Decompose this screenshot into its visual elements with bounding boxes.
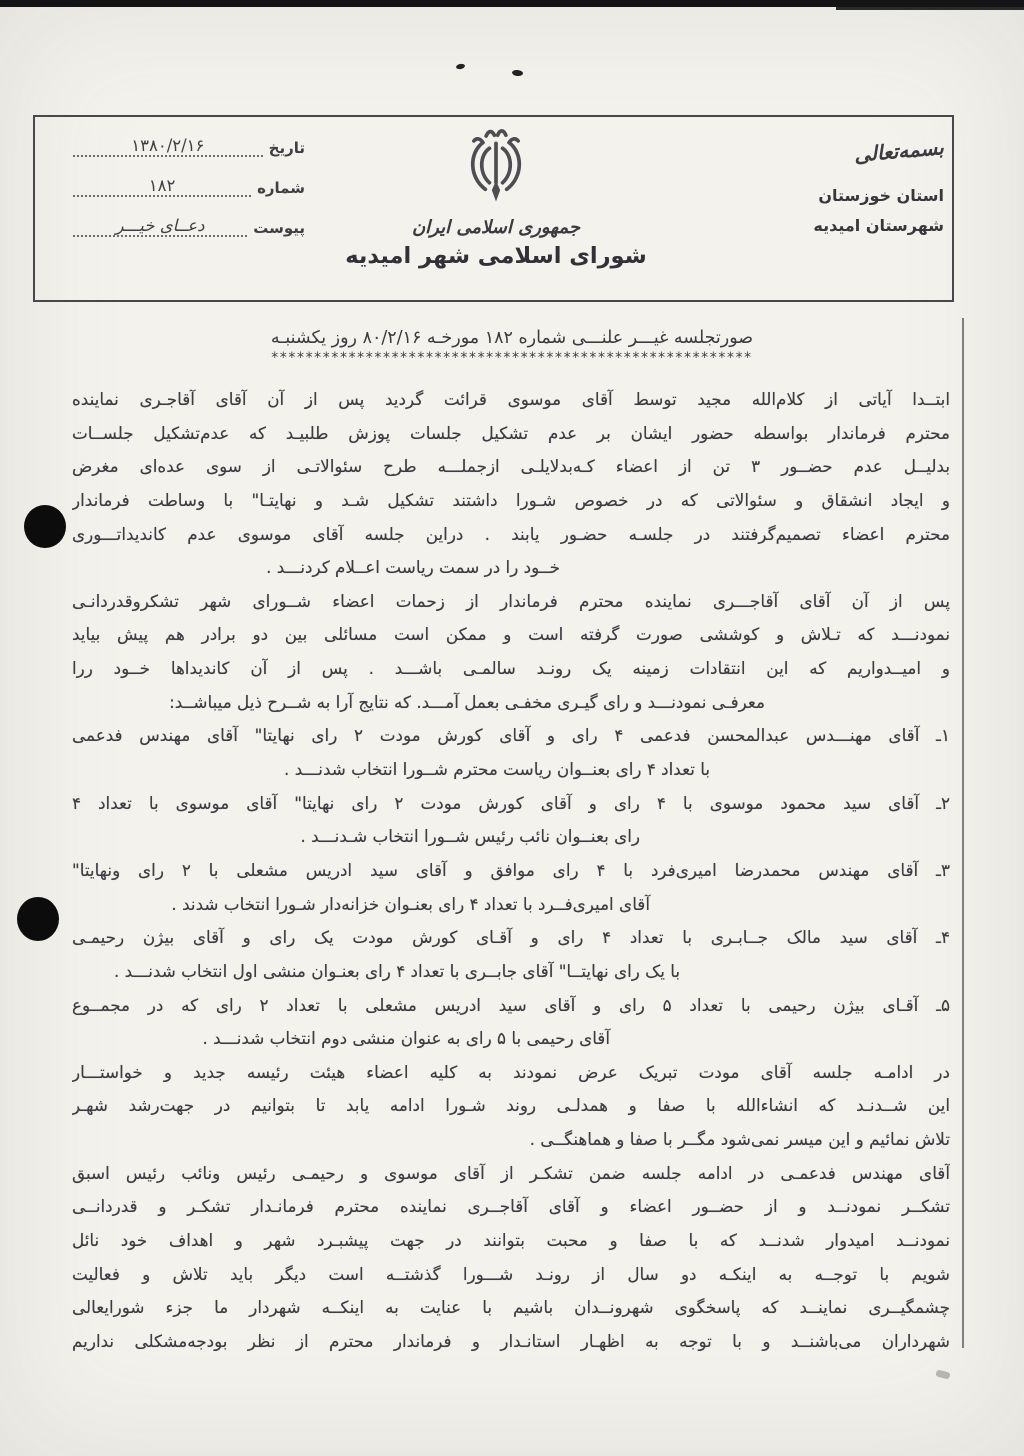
attachment-value: دعــای خیـــر [73,217,247,237]
body-line: آقای مهندس فدعمـی در ادامه جلسه ضمن تشکـر از آقای موسوی و رحیمـی رئیس ونائب رئیس اسبق [72,1162,950,1183]
province-line: استان خوزستان [818,186,944,205]
vote-item-line: با تعداد ۴ رای بعنــوان ریاست محترم شــورا انتخاب شدنـــد . [284,759,710,780]
hole-punch-mark [24,505,66,548]
body-line: شویم با توجــه به اینکـه دو سال از رونـد شـــورا گذشتــه است دیگر باید تلاش و فعالیت [72,1263,950,1284]
document-body [72,383,950,1359]
republic-title: جمهوری اسلامی ایران [411,217,581,238]
vote-item-line: ۱ـ آقای مهنـــدس عبدالمحسن فدعمی ۴ رای و آقای کورش مودت ۲ رای نهایتا" آقای مهندس فدعمی [72,725,950,746]
asterisk-divider: ******************************************************** [271,350,753,366]
number-row [73,177,305,197]
body-line: پس از آن آقای آقاجـــری نماینده محترم فرماندار از زحمات اعضاء شــورای شهر تشکروقدردانـی [72,590,950,611]
vote-item-line: ۵ـ آقـای بیژن رحیمی با تعداد ۵ رای و آقای سید ادریس مشعلی با تعداد ۲ رای که در مجمــوع [72,994,950,1015]
scan-speck [512,69,524,76]
vote-item-line: ۴ـ آقای سید مالک جــابـری با تعداد ۴ رای و آقـای کورش مودت یک رای و آقای بیژن رحیمـی [72,927,950,948]
scan-top-edge [0,0,1024,7]
body-line: چشمگیــری نماینــد که پاسخگوی شهرونــدان باشیم با عنایت به اینکــه شهردار ما جزء شورایعالی [72,1297,950,1318]
body-line: این شــدنـد که انشاءالله با صفا و همدلـی روند شـورا ادامه یابد تا بتوانیم در جهت‌رشد شهـر [72,1095,950,1116]
vote-item-line: ۳ـ آقای مهندس محمدرضا امیری‌فرد با ۴ رای موافق و آقای سید ادریس مشعلی با ۲ رای ونهایتا" [72,859,950,880]
scan-smudge [935,1369,950,1379]
scan-margin-line [962,318,964,1348]
body-line: و امیــدواریم که این انتقادات زمینه یک رونـد سالمـی باشـــد . پس از آن کاندیداها خــود ررا [72,658,950,679]
number-value: ۱۸۲ [73,177,251,197]
vote-item-line: با یک رای نهایتــا" آقای جابــری با تعداد ۴ رای بعنـوان منشی اول انتخاب شدنـــد . [114,960,680,981]
bismillah-script: بسمه‌تعالی [853,135,945,167]
body-line: محترم فرماندار بواسطه حضور ایشان بر عدم تشکیل جلسات پوزش طلبیـد که عدم‌تشکیل جلســات [72,422,950,443]
document-title: صورتجلسه غیـــر علنـــی شماره ۱۸۲ مورخـه ۸۰/۲/۱۶ روز یکشنبـه [270,328,754,348]
county-line: شهرستان امیدیه [813,216,944,235]
date-row [73,137,305,157]
body-line: نمودنـــد که تـلاش و کوششی صورت گرفته است و ممکن است مسائلی بین دو برادر هم پیش بیاید [72,624,950,645]
body-line: خــود را در سمت ریاست اعــلام کردنـــد . [266,557,560,578]
body-line: شهرداران می‌باشنــد و با توجه به اظهـار استانـدار و فرماندار محترم از نظر بودجه‌مشکلی نداریم [72,1330,950,1351]
council-title: شورای اسلامی شهر امیدیه [345,243,647,269]
document-title-block [162,328,862,366]
number-label: شماره [257,179,305,197]
vote-item-line: آقای امیری‌فــرد با تعداد ۴ رای بعنـوان خزانه‌دار شـورا انتخاب شدند . [171,893,650,914]
date-label: تاریخ [268,139,305,157]
body-line: معرفـی نمودنـــد و رای گیـری مخفـی بعمل آمـــد. که نتایج آرا به شــرح ذیل میباشــد: [169,691,765,712]
date-value: ۱۳۸۰/۲/۱۶ [73,137,263,157]
body-line: و ایجاد انشقاق و سئوالاتی که در خصوص شـورا داشتند تشکیل شـد و نهایتـا" با وساطت فرماندار [72,489,950,510]
body-line: بدلیــل عدم حضــور ۳ تن از اعضاء کـه‌بدلایلـی ازجملـــه طرح سئوالاتـی از سوی عده‌ای مغرض [72,456,950,477]
scan-speck [456,63,466,70]
hole-punch-mark [17,897,59,941]
scan-top-edge-shadow [836,7,1024,10]
vote-item-line: رای بعنــوان نائب رئیس شــورا انتخاب شـدنـــد . [300,826,640,847]
vote-item-line: ۲ـ آقای سید محمود موسوی با ۴ رای و آقای کورش مودت ۲ رای نهایتا" آقای موسوی با تعداد ۴ [72,792,950,813]
iran-emblem-icon [455,123,537,213]
body-line: در ادامـه جلسه آقای مودت تبریک عرض نمودند به کلیه اعضاء هیئت رئیسه جدید و خواستـــار [72,1061,950,1082]
attachment-row [73,217,305,237]
letterhead-center [340,123,652,269]
body-line: ابتــدا آیاتی از کلام‌الله مجید توسط آقای موسوی قرائت گردید پس از آن آقای آقاجـری نماینده [72,389,950,409]
letterhead [33,115,954,302]
body-line: تلاش نمائیم و این میسر نمی‌شود مگــر با صفا و هماهنگــی . [529,1129,950,1150]
attachment-label: پیوست [253,219,305,237]
letterhead-meta [73,137,305,257]
vote-item-line: آقای رحیمی با ۵ رای به عنوان منشی دوم انتخاب شدنـــد . [202,1028,610,1049]
letterhead-right [774,135,945,241]
body-line: نمودنــد امیدوار شدنــد که با صفا و محبت بتوانند در جهت پیشبـرد شهر و اهداف خود نائل [72,1230,950,1251]
body-line: محترم اعضاء تصمیم‌گرفتند در جلسـه حضـور یابند . دراین جلسه آقای موسوی عدم کاندیداتـــوری [72,523,950,544]
body-line: تشکــر نمودنــد و از حضــور اعضاء و آقای آقاجــری نماینده محترم فرمانـدار تشکـر و قدردانــی [72,1196,950,1217]
